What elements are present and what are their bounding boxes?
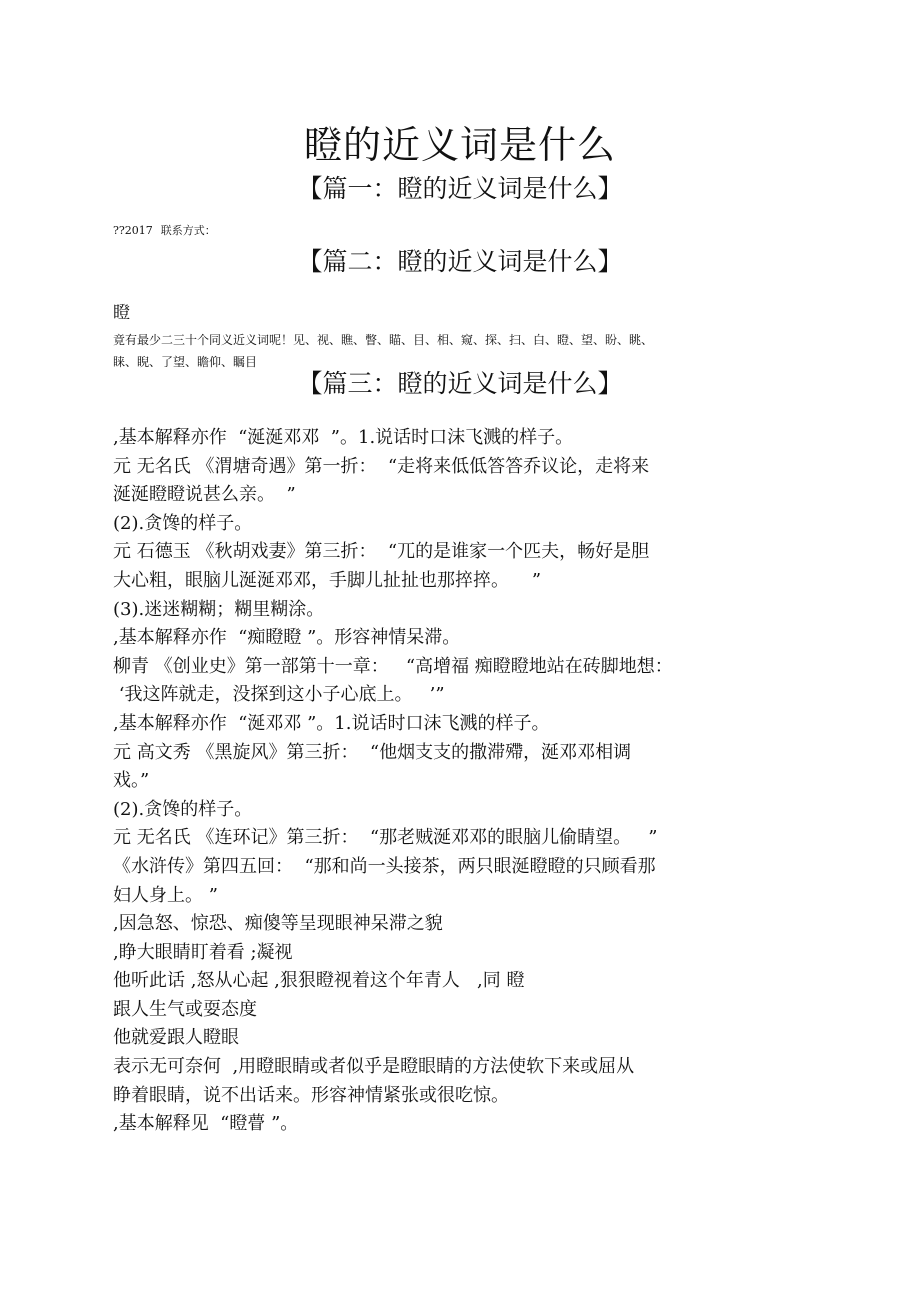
text-line: ,基本解释亦作 “痴瞪瞪 ”。形容神情呆滞。 — [113, 627, 461, 649]
page-title: 瞪的近义词是什么 — [303, 123, 616, 167]
text-line: 涎涎瞪瞪说甚么亲。 ” — [113, 484, 296, 506]
text-line: 戏。” — [113, 770, 150, 792]
text-line: 《水浒传》第四五回： “那和尚一头接茶，两只眼涎瞪瞪的只顾看那 — [113, 855, 656, 877]
text-line: 跟人生气或耍态度 — [113, 998, 257, 1020]
text-line: 柳青 《创业史》第一部第十一章： “高增福 痴瞪瞪地站在砖脚地想： — [113, 655, 673, 677]
synonyms-paragraph — [113, 329, 753, 373]
text-line: 大心粗，眼脑儿涎涎邓邓，手脚儿扯扯也那捽捽。 ” — [113, 569, 542, 591]
text-line: 他就爱跟人瞪眼 — [113, 1027, 239, 1049]
text-line: 元 高文秀 《黑旋风》第三折： “他烟支支的撒滞殢，涎邓邓相调 — [113, 741, 632, 763]
text-line: (2).贪馋的样子。 — [113, 798, 253, 820]
text-line: 元 石德玉 《秋胡戏妻》第三折： “兀的是谁家一个匹夫，畅好是胆 — [113, 541, 650, 563]
text-line: ,基本解释亦作 “涎涎邓邓 ”。1.说话时口沫飞溅的样子。 — [113, 427, 574, 448]
text-line: 表示无可奈何 ,用瞪眼睛或者似乎是瞪眼睛的方法使软下来或屈从 — [113, 1056, 635, 1078]
headword: 瞪 — [113, 303, 130, 323]
definitions-body — [113, 424, 823, 1139]
text-line: (3).迷迷糊糊；糊里糊涂。 — [113, 598, 325, 620]
synonyms-line: 睐、睨、了望、瞻仰、瞩目 — [113, 355, 258, 369]
text-line: 元 无名氏 《渭塘奇遇》第一折： “走将来低低答答乔议论，走将来 — [113, 455, 650, 477]
section-heading-3: 【篇三：瞪的近义词是什么】 — [297, 369, 623, 398]
text-line: 睁着眼睛，说不出话来。形容神情紧张或很吃惊。 — [113, 1084, 509, 1106]
meta-year: ??2017 — [113, 224, 153, 237]
text-line: 他听此话 ,怒从心起 ,狠狠瞪视着这个年青人 ,同 瞪 — [113, 970, 525, 992]
synonyms-line: 竟有最少二三十个同义近义词呢！见、视、瞧、瞥、瞄、目、相、窥、探、扫、白、瞪、望、盼、眺、 — [113, 333, 654, 347]
text-line: ,基本解释见 “瞪瞢 ”。 — [113, 1113, 299, 1135]
section-heading-2: 【篇二：瞪的近义词是什么】 — [297, 247, 623, 276]
text-line: 元 无名氏 《连环记》第三折： “那老贼涎邓邓的眼脑儿偷睛望。 ” — [113, 827, 658, 849]
meta-contact: 联系方式： — [160, 224, 216, 237]
text-line: ,因急怒、惊恐、痴傻等呈现眼神呆滞之貌 — [113, 913, 443, 935]
text-line: ,睁大眼睛盯着看 ;凝视 — [113, 941, 293, 963]
text-line: (2).贪馋的样子。 — [113, 512, 253, 534]
meta-line — [113, 224, 216, 238]
text-line: 妇人身上。 ” — [113, 884, 218, 906]
section-heading-1: 【篇一：瞪的近义词是什么】 — [297, 174, 623, 203]
text-line: ,基本解释亦作 “涎邓邓 ”。1.说话时口沫飞溅的样子。 — [113, 712, 550, 734]
text-line: ‘我这阵就走，没探到这小子心底上。 ’” — [113, 684, 445, 706]
